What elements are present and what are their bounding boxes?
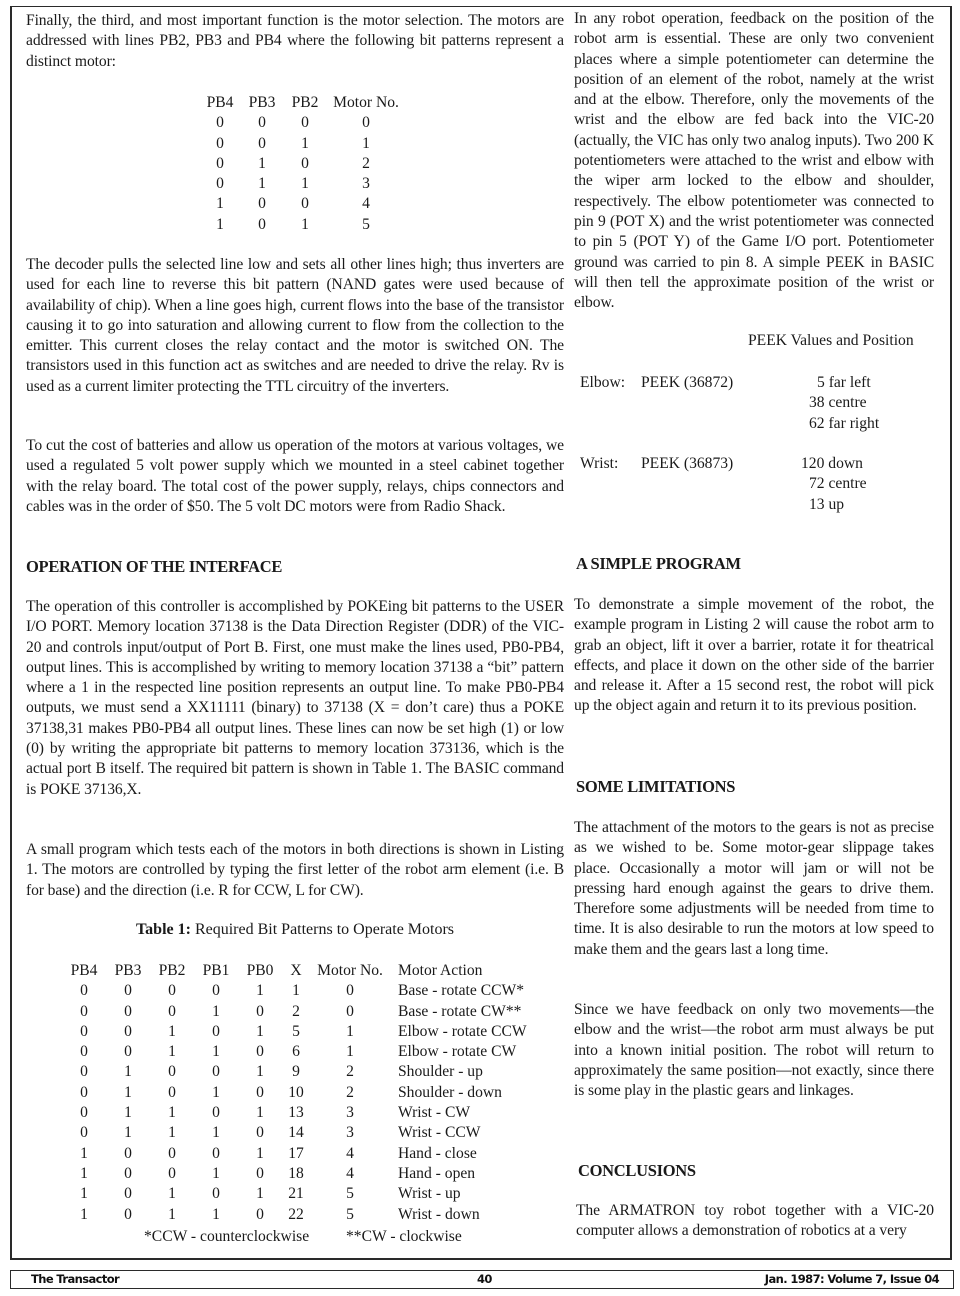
peek-command: PEEK (36872) [641,374,734,391]
cell: 1 [80,1164,88,1182]
peek-group-elbow [580,373,930,454]
motor-action-cell: Hand - close [398,1144,477,1162]
cell: 1 [168,1022,176,1040]
cell: 5 [346,1185,354,1203]
table-row [62,1042,538,1062]
peek-label: Elbow: [580,374,626,391]
cell: 0 [168,982,176,1000]
cell: 21 [288,1185,304,1203]
cell: 0 [258,215,266,233]
table-header-row [62,961,538,981]
operation-heading: OPERATION OF THE INTERFACE [26,557,283,576]
motor-action-cell: Shoulder - down [398,1083,502,1101]
cell: 3 [362,175,370,193]
cell: 0 [80,1002,88,1020]
peek-table-title: PEEK Values and Position [748,332,914,349]
cell: 0 [258,114,266,132]
limitations-paragraph-2: Since we have feedback on only two movements—the elbow and the wrist—the robot arm must always be put into a known initial position. The robot will return to approximately the same position—not exactly, since there is some play in the plastic gears and linkages. [574,1001,934,1100]
cell: 1 [256,1144,264,1162]
cell: 0 [256,1124,264,1142]
motor-action-cell: Elbow - rotate CCW [398,1022,527,1040]
feedback-paragraph: In any robot operation, feedback on the position of the robot arm is essential. These are only two convenient places where a simple potentiometer can determine the position of an element of the robot, namely at the wrist and at the elbow. Therefore, only the movements of the wrist and the elbow are fed back into the VIC-20 (actually, the VIC has only two analog inputs). Two 200 K potentiometers were attached to the wrist and elbow with the wiper arm locked to the elbow and shoulder, respectively. The elbow potentiometer was connected to pin 9 (POT X) and the wrist potentiometer was connected to pin 5 (POT Y) of the Game I/O port. Potentiometer ground was carried to pin 8. A simple PEEK in BASIC will then tell the approximate position of the wrist or elbow. [574,10,934,312]
cell: 0 [216,134,224,152]
operation-paragraph: The operation of this controller is accomplished by POKEing bit patterns to the USER I/O PORT. Memory location 37138 is the Data Direction Register (DDR) of the VIC-20 and controls input/output of Port B. First, one must make the lines used, PB0-PB4, output lines. This is accomplished by writing to memory location 37138 a “bit” pattern where a 1 in the respected line position represents an output line. To make PB0-PB4 outputs, we must send a XX11111 (binary) to 37138 (X = don’t care) thus a POKE 37138,31 makes PB0-PB4 all output lines. These lines can now be set high (1) or low (0) by writing the appropriate bit patterns to memory location 373136, which is the actual port B itself. The required bit pattern is shown in Table 1. The BASIC command is POKE 37136,X. [26,598,564,798]
decoder-paragraph: The decoder pulls the selected line low and sets all other lines high; thus inverters are used for each line to reverse this bit pattern (NAND gates were used because of availability of chip). When a line goes high, current flows into the base of the transistor causing it to go into saturation and allowing current to flow from the collection to the emitter. This current closes the relay contact and the motor is switched ON. The transistors used in this function act as switches and are needed to drive the relay. Rv is used as a current limiter protecting the TTL circuitry of the inverters. [26,256,564,395]
cell: 1 [124,1063,132,1081]
cell: 0 [80,1022,88,1040]
cell: 0 [168,1063,176,1081]
cell: 0 [346,982,354,1000]
cell: 0 [212,1104,220,1122]
conclusions-heading: CONCLUSIONS [578,1161,696,1180]
power-supply-paragraph: To cut the cost of batteries and allow us operation of the motors at various voltages, we used a regulated 5 volt power supply which we mounted in a steel cabinet together with the relay board. The total cost of the power supply, relays, chips connectors and cables was in the order of $50. The 5 volt DC motors were from Radio Shack. [26,437,564,515]
page-footer [10,1270,954,1289]
cell: 4 [346,1164,354,1182]
col-header: Motor No. [317,962,383,979]
cell: 1 [292,982,300,1000]
cell: 0 [212,982,220,1000]
cell: 2 [292,1002,300,1020]
cell: 2 [362,154,370,172]
peek-values [801,454,867,535]
motor-action-cell: Wrist - CW [398,1104,471,1122]
table-row [62,1062,538,1082]
cell: 0 [212,1022,220,1040]
cell: 1 [212,1002,220,1020]
motor-selection-paragraph: Finally, the third, and most important function is the motor selection. The motors are addressed with lines PB2, PB3 and PB4 where the following bit patterns represent a distinct motor: [26,12,564,70]
peek-value: 62 far right [809,414,880,432]
motor-action-cell: Wrist - CCW [398,1124,481,1142]
cell: 1 [346,1043,354,1061]
table1-caption-label: Table 1: [135,921,191,938]
cell: 3 [346,1104,354,1122]
cell: 1 [168,1185,176,1203]
cell: 0 [256,1083,264,1101]
cell: 0 [301,195,309,213]
peek-value: 38 centre [809,394,867,412]
cell: 0 [168,1164,176,1182]
cell: 0 [124,1164,132,1182]
cell: 0 [168,1083,176,1101]
motor-action-cell: Base - rotate CCW* [398,982,525,1000]
col-header: PB1 [202,962,230,979]
cell: 3 [346,1124,354,1142]
cell: 1 [168,1104,176,1122]
cell: 22 [288,1205,304,1223]
cell: 0 [168,1144,176,1162]
cell: 0 [80,1063,88,1081]
cell: 1 [301,175,309,193]
peek-label: Wrist: [580,455,619,472]
col-header: PB2 [291,94,319,111]
cell: 1 [212,1083,220,1101]
cell: 1 [80,1144,88,1162]
cell: 2 [346,1063,354,1081]
cell: 1 [212,1164,220,1182]
cell: 1 [362,134,370,152]
cell: 0 [80,1043,88,1061]
cell: 0 [362,114,370,132]
table-row [62,1022,538,1042]
cell: 1 [346,1022,354,1040]
cell: 0 [301,114,309,132]
peek-value: 13 up [809,495,845,513]
motor-select-table [200,93,406,235]
cell: 0 [216,175,224,193]
table-row [62,1205,538,1225]
footnote-ccw: *CCW - counterclockwise [144,1228,310,1245]
cell: 1 [301,134,309,152]
cell: 1 [212,1205,220,1223]
cell: 0 [346,1002,354,1020]
cell: 2 [346,1083,354,1101]
cell: 0 [124,1043,132,1061]
cell: 1 [168,1205,176,1223]
cell: 0 [80,1104,88,1122]
listing-paragraph: A small program which tests each of the motors in both directions is shown in Listing 1. The motors are controlled by typing the first letter of the robot arm element (i.e. B for base) and the direction (i.e. R for CCW, L for CW). [26,841,564,899]
cell: 0 [80,982,88,1000]
table-row [200,113,406,133]
cell: 0 [256,1043,264,1061]
motor-action-cell: Base - rotate CW** [398,1002,522,1020]
simple-program-heading: A SIMPLE PROGRAM [576,554,741,573]
motor-action-cell: Wrist - down [398,1205,480,1223]
cell: 0 [212,1185,220,1203]
cell: 1 [168,1043,176,1061]
table1-caption-text: Required Bit Patterns to Operate Motors [190,921,455,938]
table-row [62,1002,538,1022]
article-frame [10,6,952,1260]
table-row [62,1123,538,1143]
cell: 14 [288,1124,304,1142]
cell: 1 [258,154,266,172]
table-row [200,174,406,194]
table-row [200,134,406,154]
conclusions-paragraph: The ARMATRON toy robot together with a VIC-20 computer allows a demonstration of robotics at a very [576,1202,934,1240]
cell: 0 [256,1205,264,1223]
table-row [62,1164,538,1184]
cell: 18 [288,1164,304,1182]
cell: 0 [301,154,309,172]
cell: 1 [80,1205,88,1223]
cell: 1 [301,215,309,233]
cell: 1 [216,215,224,233]
peek-group-wrist [580,454,930,535]
peek-table [580,373,930,535]
peek-command: PEEK (36873) [641,455,734,472]
cell: 0 [168,1002,176,1020]
col-header: X [290,962,302,979]
cell: 9 [292,1063,300,1081]
peek-value: 72 centre [809,475,867,493]
motor-action-cell: Wrist - up [398,1185,461,1203]
cell: 5 [292,1022,300,1040]
motor-action-cell: Shoulder - up [398,1063,483,1081]
table-row [62,1144,538,1164]
cell: 0 [124,1002,132,1020]
cell: 1 [124,1124,132,1142]
cell: 1 [256,1022,264,1040]
cell: 1 [256,1063,264,1081]
cell: 0 [124,1185,132,1203]
motor-action-cell: Hand - open [398,1164,476,1182]
table-row [200,154,406,174]
col-header: PB4 [206,94,234,111]
col-header: PB2 [158,962,186,979]
col-header: PB3 [248,94,276,111]
peek-values [809,373,879,454]
cell: 0 [124,982,132,1000]
cell: 0 [124,1144,132,1162]
table-row [62,1184,538,1204]
cell: 4 [362,195,370,213]
cell: 6 [292,1043,300,1061]
cell: 5 [362,215,370,233]
cell: 0 [212,1144,220,1162]
cell: 0 [80,1124,88,1142]
peek-value: 120 down [801,455,863,472]
cell: 1 [256,1104,264,1122]
cell: 0 [258,195,266,213]
cell: 1 [216,195,224,213]
cell: 1 [124,1104,132,1122]
limitations-heading: SOME LIMITATIONS [576,777,736,796]
col-header: PB0 [246,962,274,979]
table-row [62,1083,538,1103]
cell: 1 [212,1043,220,1061]
cell: 1 [168,1124,176,1142]
cell: 10 [288,1083,304,1101]
table1-bit-patterns [62,961,538,1225]
simple-program-paragraph: To demonstrate a simple movement of the robot, the example program in Listing 2 will cause the robot arm to grab an object, lift it over a barrier, rotate it for theatrical effects, and place it down on the other side of the barrier and release it. After a 15 second rest, the robot will pick up the object again and return it to its previous position. [574,596,934,715]
publication-name: The Transactor [31,1272,120,1286]
col-header: Motor No. [333,94,399,111]
cell: 0 [124,1205,132,1223]
cell: 1 [80,1185,88,1203]
cell: 4 [346,1144,354,1162]
cell: 0 [258,134,266,152]
cell: 0 [256,1164,264,1182]
col-header: PB4 [70,962,98,979]
cell: 0 [80,1083,88,1101]
table-row [62,1103,538,1123]
cell: 13 [288,1104,304,1122]
cell: 1 [212,1124,220,1142]
table-row [200,194,406,214]
cell: 0 [124,1022,132,1040]
peek-value: 5 far left [817,374,871,391]
footnote-cw: **CW - clockwise [346,1228,462,1245]
issue-info: Jan. 1987: Volume 7, Issue 04 [764,1272,939,1286]
cell: 0 [216,154,224,172]
cell: 0 [216,114,224,132]
cell: 1 [258,175,266,193]
limitations-paragraph-1: The attachment of the motors to the gears is not as precise as we wished to be. Some motor-gear slippage takes place. Occasionally a motor will jam or will not be pressing hard enough against the gears to drive them. Therefore some adjustments will be needed from time to time. It is also desirable to run the motors at low speed to make them and the gears last a long time. [574,819,934,958]
table-row [200,215,406,235]
cell: 0 [212,1063,220,1081]
cell: 17 [288,1144,304,1162]
page-number: 40 [477,1272,492,1286]
table1-caption [26,921,564,939]
cell: 5 [346,1205,354,1223]
cell: 1 [124,1083,132,1101]
cell: 1 [256,1185,264,1203]
motor-action-cell: Elbow - rotate CW [398,1043,517,1061]
cell: 0 [256,1002,264,1020]
col-header: Motor Action [398,962,483,979]
table-row [62,981,538,1001]
table-header-row [200,93,406,113]
col-header: PB3 [114,962,142,979]
cell: 1 [256,982,264,1000]
